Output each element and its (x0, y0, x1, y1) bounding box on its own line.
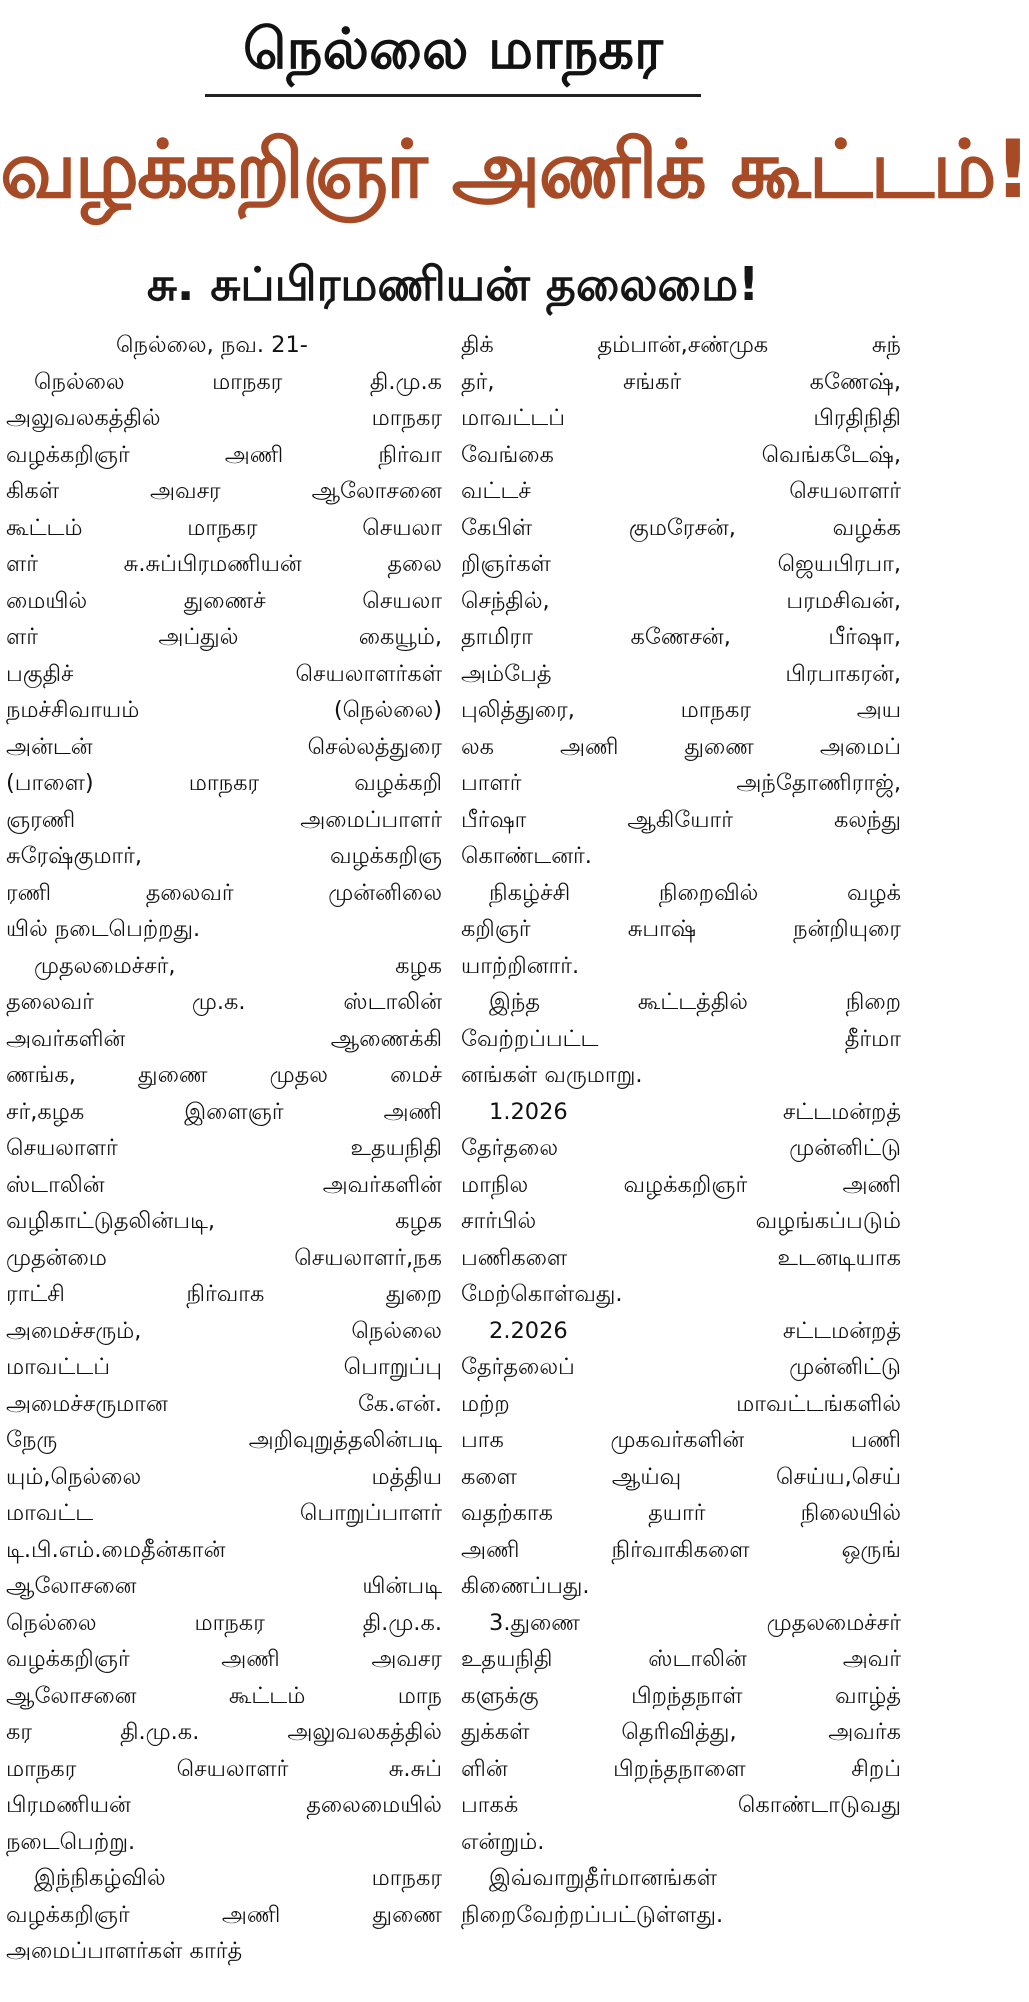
article-line: 1.2026 சட்டமன்றத் (489, 1098, 901, 1125)
kicker-underline (205, 94, 701, 97)
article-line: தர், சங்கர் கணேஷ், (461, 368, 901, 395)
article-line: புலித்துரை, மாநகர அய (461, 697, 901, 723)
article-line: செயலாளர் உதயநிதி (6, 1135, 442, 1161)
article-line: பாக முகவர்களின் பணி (461, 1427, 901, 1453)
article-line: பிரமணியன் தலைமையில் (6, 1792, 442, 1818)
article-line: னங்கள் வருமாறு. (461, 1062, 643, 1088)
article-line: தேர்தலைப் முன்னிட்டு (461, 1354, 901, 1380)
article-line: ஸ்டாலின் அவர்களின் (6, 1171, 442, 1198)
section-kicker: நெல்லை மாநகர (243, 17, 663, 82)
article-line: பாளர் அந்தோணிராஜ், (461, 770, 901, 796)
article-line: கிகள் அவசர ஆலோசனை (6, 478, 442, 504)
article-line: இவ்வாறுதீர்மானங்கள் (489, 1865, 718, 1891)
article-line: பாகக் கொண்டாடுவது (461, 1792, 901, 1818)
article-line: முதலமைச்சர், கழக (34, 952, 442, 979)
article-line: வட்டச் செயலாளர் (461, 478, 901, 504)
article-line: மாவட்ட பொறுப்பாளர் (6, 1500, 442, 1526)
article-line: வேங்கை வெங்கடேஷ், (461, 441, 901, 468)
article-line: கேபிள் குமரேசன், வழக்க (461, 514, 901, 541)
article-line: முதன்மை செயலாளர்,நக (6, 1244, 442, 1271)
article-line: நேரு அறிவுறுத்தலின்படி (6, 1427, 442, 1453)
article-line: அவர்களின் ஆணைக்கி (6, 1025, 442, 1052)
article-line: திக் தம்பான்,சண்முக சுந் (461, 332, 901, 358)
article-line: யாற்றினார். (461, 952, 580, 979)
article-line: ஆலோசனை யின்படி (6, 1573, 442, 1599)
article-line: அமைப்பாளர்கள் கார்த் (6, 1938, 243, 1964)
article-line: செந்தில், பரமசிவன், (461, 587, 901, 614)
article-line: வேற்றப்பட்ட தீர்மா (461, 1025, 901, 1052)
article-line: அன்டன் செல்லத்துரை (6, 733, 442, 760)
headline: வழக்கறிஞர் அணிக் கூட்டம்! (0, 123, 1029, 216)
article-line: அம்பேத் பிரபாகரன், (461, 660, 901, 687)
article-line: துக்கள் தெரிவித்து, அவர்க (461, 1719, 901, 1745)
article-line: கர தி.மு.க. அலுவலகத்தில் (6, 1719, 442, 1745)
article-line: வழிகாட்டுதலின்படி, கழக (6, 1208, 442, 1234)
article-line: மாவட்டப் பிரதிநிதி (461, 405, 901, 431)
article-line: பணிகளை உடனடியாக (461, 1244, 901, 1271)
article-line: அணி நிர்வாகிகளை ஒருங் (461, 1536, 901, 1563)
article-line: தாமிரா கணேசன், பீர்ஷா, (461, 624, 901, 650)
article-line: என்றும். (461, 1828, 545, 1855)
article-line: வழக்கறிஞர் அணி அவசர (6, 1646, 442, 1672)
article-line: யில் நடைபெற்றது. (6, 916, 201, 942)
article-line: மேற்கொள்வது. (461, 1281, 623, 1307)
article-line: மாநகர செயலாளர் சு.சுப் (6, 1755, 442, 1782)
article-line: ளின் பிறந்தநாளை சிறப் (461, 1755, 901, 1782)
article-line: ளர் அப்துல் கையூம், (6, 624, 442, 650)
article-line: தேர்தலை முன்னிட்டு (461, 1135, 901, 1161)
article-line: டி.பி.எம்.மைதீன்கான் (6, 1536, 226, 1563)
article-line: ரணி தலைவர் முன்னிலை (6, 879, 442, 906)
article-line: நெல்லை மாநகர தி.மு.க (34, 368, 442, 395)
article-line: மாநில வழக்கறிஞர் அணி (461, 1171, 901, 1198)
article-line: நமச்சிவாயம் (நெல்லை) (6, 697, 442, 723)
article-line: இந்நிகழ்வில் மாநகர (34, 1865, 442, 1891)
article-line: பீர்ஷா ஆகியோர் கலந்து (461, 806, 901, 833)
article-line: றிஞர்கள் ஜெயபிரபா, (461, 551, 901, 577)
article-line: கூட்டம் மாநகர செயலா (6, 514, 442, 541)
article-line: மற்ற மாவட்டங்களில் (461, 1390, 901, 1417)
article-line: (பாளை) மாநகர வழக்கறி (6, 770, 442, 796)
article-line: லக அணி துணை அமைப் (461, 733, 901, 760)
article-line: மாவட்டப் பொறுப்பு (6, 1354, 442, 1380)
article-line: ஆலோசனை கூட்டம் மாந (6, 1682, 442, 1709)
article-line: சர்,கழக இளைஞர் அணி (6, 1098, 442, 1125)
article-line: அமைச்சருமான கே.என். (6, 1390, 442, 1417)
article-line: யும்,நெல்லை மத்திய (6, 1463, 442, 1490)
article-line: ஞரணி அமைப்பாளர் (6, 806, 442, 833)
article-line: இந்த கூட்டத்தில் நிறை (489, 989, 901, 1015)
article-line: கிணைப்பது. (461, 1573, 590, 1599)
article-line: நெல்லை, நவ. 21- (116, 332, 308, 358)
article-line: மையில் துணைச் செயலா (6, 587, 442, 614)
article-column-right (461, 327, 901, 1933)
article-line: வதற்காக தயார் நிலையில் (461, 1500, 901, 1526)
article-column-left (6, 327, 442, 1970)
article-line: கறிஞர் சுபாஷ் நன்றியுரை (461, 916, 901, 942)
article-line: அமைச்சரும், நெல்லை (6, 1317, 442, 1344)
article-line: வழக்கறிஞர் அணி துணை (6, 1901, 442, 1928)
article-line: நிகழ்ச்சி நிறைவில் வழக் (489, 879, 901, 906)
article-line: சுரேஷ்குமார், வழக்கறிஞ (6, 843, 442, 869)
article-line: சார்பில் வழங்கப்படும் (461, 1208, 901, 1234)
article-line: உதயநிதி ஸ்டாலின் அவர் (461, 1646, 901, 1672)
article-line: 2.2026 சட்டமன்றத் (489, 1317, 901, 1344)
article-line: வழக்கறிஞர் அணி நிர்வா (6, 441, 442, 468)
article-line: தலைவர் மு.க. ஸ்டாலின் (6, 989, 442, 1015)
article-line: கொண்டனர். (461, 843, 592, 869)
article-line: ளர் சு.சுப்பிரமணியன் தலை (6, 551, 442, 577)
article-line: நெல்லை மாநகர தி.மு.க. (6, 1609, 442, 1636)
article-line: 3.துணை முதலமைச்சர் (489, 1609, 901, 1636)
article-line: நிறைவேற்றப்பட்டுள்ளது. (461, 1901, 724, 1928)
article-line: ராட்சி நிர்வாக துறை (6, 1281, 442, 1307)
subheadline: சு. சுப்பிரமணியன் தலைமை! (146, 257, 760, 311)
article-line: ணங்க, துணை முதல மைச் (6, 1062, 442, 1088)
article-line: அலுவலகத்தில் மாநகர (6, 405, 442, 431)
article-line: பகுதிச் செயலாளர்கள் (6, 660, 442, 687)
article-line: நடைபெற்று. (6, 1828, 136, 1855)
article-line: களை ஆய்வு செய்ய,செய் (461, 1463, 901, 1490)
article-line: களுக்கு பிறந்தநாள் வாழ்த் (461, 1682, 901, 1709)
